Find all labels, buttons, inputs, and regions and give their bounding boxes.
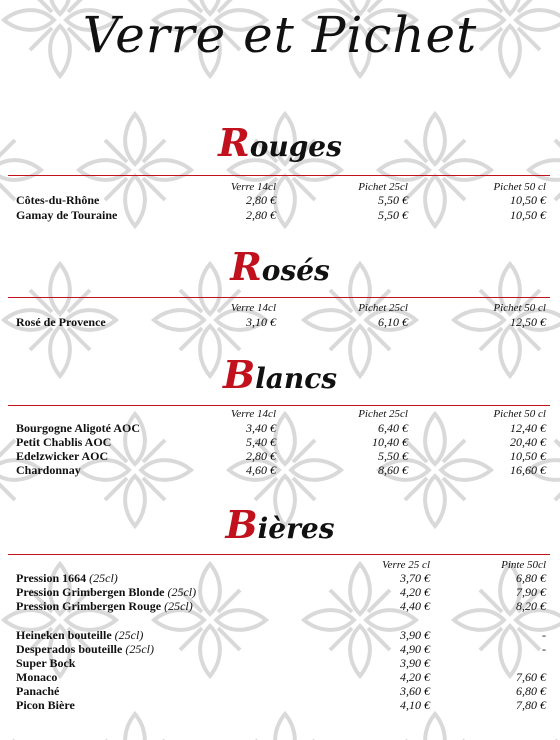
item-name xyxy=(16,571,118,586)
price-verre-25: 4,20 € xyxy=(400,585,430,599)
price-pinte-50: 7,90 € xyxy=(516,585,546,599)
item-name-text: Panaché xyxy=(16,684,60,698)
section-divider xyxy=(8,175,550,176)
item-name-text: Pression Grimbergen Blonde xyxy=(16,585,165,599)
col-head-verre-25: Verre 25 cl xyxy=(382,559,430,571)
price-pinte-50: 6,80 € xyxy=(516,571,546,585)
price-verre-25: 3,70 € xyxy=(400,571,430,585)
menu-item xyxy=(16,585,546,600)
section-rest: ouges xyxy=(249,130,342,163)
menu-item xyxy=(16,642,546,657)
item-name xyxy=(16,698,75,713)
price-pichet-25: 5,50 € xyxy=(378,193,408,207)
menu-item xyxy=(16,463,546,478)
col-head-pichet-50: Pichet 50 cl xyxy=(493,181,546,193)
price-pinte-50: - xyxy=(542,628,546,642)
price-verre: 2,80 € xyxy=(246,208,276,222)
price-verre-25: 4,90 € xyxy=(400,642,430,656)
item-name-text: Super Bock xyxy=(16,656,76,670)
price-verre-25: 4,10 € xyxy=(400,698,430,712)
menu-item xyxy=(16,193,546,208)
price-verre: 3,10 € xyxy=(246,315,276,329)
item-name-text: Heineken bouteille xyxy=(16,628,112,642)
section-title-rouges xyxy=(0,120,560,165)
price-pichet-25: 6,40 € xyxy=(378,421,408,435)
item-note: (25cl) xyxy=(89,571,118,585)
price-pichet-50: 16,60 € xyxy=(510,463,546,477)
section-initial: B xyxy=(225,502,258,547)
item-note: (25cl) xyxy=(114,628,144,642)
item-name: Bourgogne Aligoté AOC xyxy=(16,421,141,435)
item-name-text: Monaco xyxy=(16,670,58,684)
section-title-blancs xyxy=(0,352,560,397)
item-name: Chardonnay xyxy=(16,463,81,477)
item-name: Edelzwicker AOC xyxy=(16,449,109,463)
price-verre-25: 3,90 € xyxy=(400,628,430,642)
section-initial: R xyxy=(230,244,262,289)
item-name xyxy=(16,656,75,671)
item-name-text: Pression 1664 xyxy=(16,571,87,585)
menu-item xyxy=(16,315,546,330)
section-title-bieres xyxy=(0,502,560,547)
item-note: (25cl) xyxy=(167,585,197,599)
item-name: Gamay de Touraine xyxy=(16,208,118,222)
menu-item xyxy=(16,421,546,436)
price-pichet-50: 20,40 € xyxy=(510,435,546,449)
price-verre: 3,40 € xyxy=(246,421,276,435)
item-note: (25cl) xyxy=(164,599,193,613)
menu-item xyxy=(16,698,546,713)
menu-item xyxy=(16,628,546,643)
item-name-text: Pression Grimbergen Rouge xyxy=(16,599,162,613)
section-title-roses xyxy=(0,244,560,289)
col-head-pichet-50: Pichet 50 cl xyxy=(493,408,546,420)
menu-item xyxy=(16,656,546,671)
col-head-verre: Verre 14cl xyxy=(230,181,276,193)
item-name xyxy=(16,684,59,699)
price-verre-25: 3,60 € xyxy=(400,684,430,698)
price-verre: 2,80 € xyxy=(246,193,276,207)
item-note: (25cl) xyxy=(125,642,154,656)
item-name: Petit Chablis AOC xyxy=(16,435,112,449)
price-pinte-50: 8,20 € xyxy=(516,599,546,613)
section-divider xyxy=(8,554,550,555)
menu-item xyxy=(16,435,546,450)
section-divider xyxy=(8,297,550,298)
item-name-text: Desperados bouteille xyxy=(16,642,123,656)
price-verre-25: 3,90 € xyxy=(400,656,430,670)
section-initial: B xyxy=(222,352,256,397)
price-pinte-50: 7,80 € xyxy=(516,698,546,712)
menu-item xyxy=(16,449,546,464)
price-pichet-25: 8,60 € xyxy=(378,463,408,477)
price-pichet-50: 12,40 € xyxy=(510,421,546,435)
section-rest: lancs xyxy=(255,362,338,395)
section-initial: R xyxy=(218,120,250,165)
price-pinte-50: 6,80 € xyxy=(516,684,546,698)
menu-title: Verre et Pichet xyxy=(82,6,478,64)
price-pichet-25: 10,40 € xyxy=(372,435,408,449)
item-name: Côtes-du-Rhône xyxy=(16,193,100,207)
section-rest: osés xyxy=(261,254,330,287)
price-verre-25: 4,40 € xyxy=(400,599,430,613)
col-head-pinte-50: Pinte 50cl xyxy=(501,559,546,571)
price-pinte-50: 7,60 € xyxy=(516,670,546,684)
price-pichet-25: 5,50 € xyxy=(378,208,408,222)
section-divider xyxy=(8,405,550,406)
price-pichet-50: 10,50 € xyxy=(510,449,546,463)
menu-item xyxy=(16,571,546,586)
price-pichet-50: 12,50 € xyxy=(510,315,546,329)
menu-item xyxy=(16,684,546,699)
col-head-pichet-25: Pichet 25cl xyxy=(358,408,408,420)
price-verre: 2,80 € xyxy=(246,449,276,463)
section-rest: ières xyxy=(257,512,335,545)
price-pichet-25: 6,10 € xyxy=(378,315,408,329)
item-name xyxy=(16,670,57,685)
price-verre: 4,60 € xyxy=(246,463,276,477)
price-pichet-25: 5,50 € xyxy=(378,449,408,463)
col-head-pichet-25: Pichet 25cl xyxy=(358,181,408,193)
menu-item xyxy=(16,599,546,614)
menu-item xyxy=(16,208,546,223)
item-name xyxy=(16,642,154,657)
col-head-pichet-50: Pichet 50 cl xyxy=(493,302,546,314)
price-verre-25: 4,20 € xyxy=(400,670,430,684)
col-head-pichet-25: Pichet 25cl xyxy=(358,302,408,314)
price-verre: 5,40 € xyxy=(246,435,276,449)
col-head-verre: Verre 14cl xyxy=(230,408,276,420)
menu-item xyxy=(16,670,546,685)
item-name xyxy=(16,599,193,614)
price-pichet-50: 10,50 € xyxy=(510,193,546,207)
item-name-text: Picon Bière xyxy=(16,698,75,712)
item-name xyxy=(16,585,196,600)
item-name xyxy=(16,628,143,643)
col-head-verre: Verre 14cl xyxy=(230,302,276,314)
price-pichet-50: 10,50 € xyxy=(510,208,546,222)
price-pinte-50: - xyxy=(542,642,546,656)
item-name: Rosé de Provence xyxy=(16,315,106,329)
